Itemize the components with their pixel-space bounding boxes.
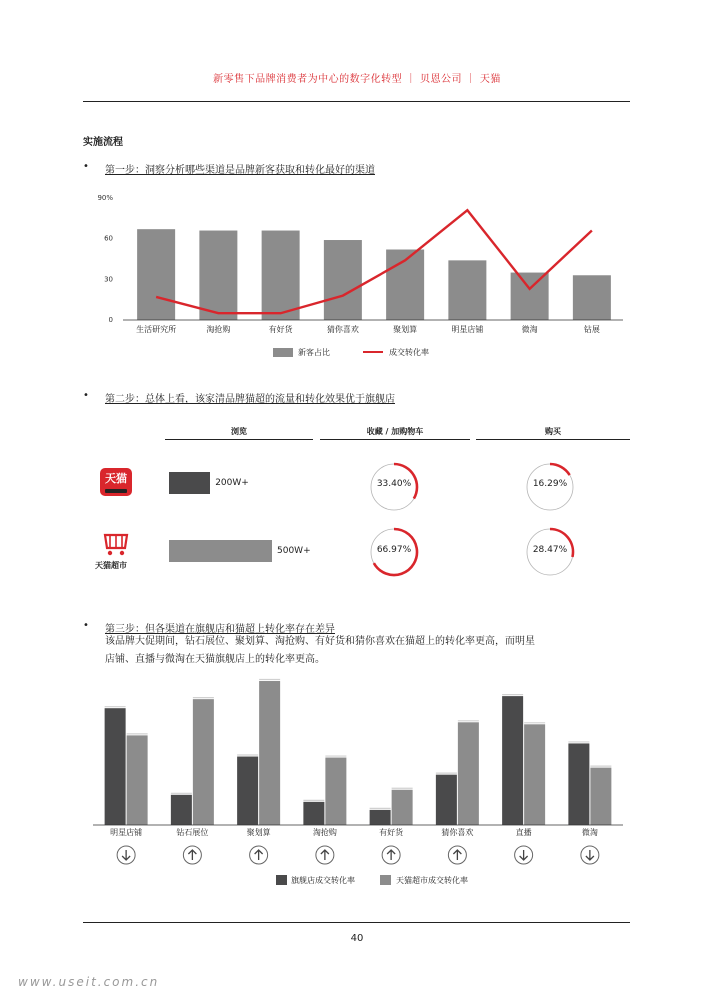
chart1-ytick: 60: [104, 234, 113, 243]
chart3-bar: [370, 810, 391, 825]
chart1-bar: [573, 275, 611, 320]
chart1-ytick: 90%: [97, 194, 113, 202]
tmall-logo-stripe: [105, 489, 127, 493]
chart1-svg: [83, 185, 630, 370]
col-head-buy: 购买: [545, 427, 561, 436]
watermark: www.useit.com.cn: [18, 975, 160, 989]
chart3-category: 淘抢购: [312, 828, 337, 837]
chart3-bar: [105, 708, 126, 825]
chart1-bar: [324, 240, 362, 320]
chart3-bar: [303, 802, 324, 825]
chart3-legend-label: 天猫超市成交转化率: [396, 876, 468, 885]
fav-rate-label-tmall: 33.40%: [376, 479, 412, 489]
col-head-fav: 收藏 / 加购物车: [366, 427, 424, 436]
chart1-category: 微淘: [521, 325, 538, 334]
step1-text: 第一步：洞察分析哪些渠道是品牌新客获取和转化最好的渠道: [105, 165, 375, 176]
chart3-bar: [325, 758, 346, 825]
traffic-label-tmall-super: 500W+: [277, 546, 311, 556]
chart3-category: 钻石展位: [176, 828, 209, 837]
chart1-legend-label: 新客占比: [298, 348, 330, 357]
footer-rule: [83, 922, 630, 923]
chart1-ytick: 0: [108, 316, 113, 324]
header-rule: [83, 101, 630, 102]
col-head-browse: 浏览: [231, 427, 247, 436]
chart1-legend-swatch-bar: [273, 348, 293, 357]
chart3-legend-label: 旗舰店成交转化率: [291, 876, 355, 885]
chart1-category: 聚划算: [393, 325, 418, 334]
tmall-super-cart-icon: [102, 531, 130, 557]
chart1-bar: [262, 231, 300, 320]
chart3-legend-swatch: [380, 875, 391, 885]
chart1-bar: [448, 260, 486, 320]
chart1-category: 淘抢购: [206, 325, 231, 334]
chart3-category: 猜你喜欢: [441, 828, 474, 837]
chart3-category: 直播: [515, 828, 532, 837]
page-header-title: 新零售下品牌消费者为中心的数字化转型 ｜ 贝恩公司 ｜ 天猫: [213, 74, 501, 85]
chart1-category: 有好货: [268, 325, 293, 334]
step1-bullet: •: [83, 161, 89, 172]
fav-rate-label-tmall-super: 66.97%: [376, 545, 412, 555]
chart3-bar: [458, 722, 479, 825]
chart3-bar: [237, 757, 258, 825]
col-rule-fav: [320, 439, 470, 440]
chart3-category: 聚划算: [246, 828, 271, 837]
chart1-ytick: 30: [104, 275, 113, 284]
chart1-category: 猜你喜欢: [326, 325, 359, 334]
chart1-bar: [511, 273, 549, 320]
page-number: 40: [350, 933, 364, 944]
step2-heading: [83, 390, 395, 405]
chart3-bar: [127, 735, 148, 825]
chart3-bar: [171, 795, 192, 825]
col-rule-browse: [165, 439, 313, 440]
buy-rate-label-tmall-super: 28.47%: [532, 545, 568, 555]
step2-text: 第二步：总体上看，该家清品牌猫超的流量和转化效果优于旗舰店: [105, 394, 395, 405]
chart3-bar: [590, 768, 611, 825]
section-title: 实施流程: [83, 137, 123, 148]
chart3-category: 有好货: [379, 828, 404, 837]
chart3-category: 微淘: [581, 828, 598, 837]
chart3-bar: [193, 699, 214, 825]
traffic-label-tmall: 200W+: [215, 478, 249, 488]
traffic-bar-tmall-super: [169, 540, 272, 562]
tmall-super-label: 天猫超市: [95, 561, 127, 570]
chart1-bar: [199, 231, 237, 320]
ring-progress-arc: [550, 464, 570, 475]
chart3-bar: [259, 681, 280, 825]
chart3-bar: [392, 790, 413, 825]
tmall-logo-text: 天猫: [105, 472, 127, 485]
step1-heading: [83, 161, 375, 176]
col-rule-buy: [476, 439, 630, 440]
step3-text: 第三步：但各渠道在旗舰店和猫超上转化率存在差异: [105, 624, 335, 635]
chart3-bar: [568, 743, 589, 825]
chart1-category: 明星店铺: [451, 325, 484, 334]
traffic-bar-tmall: [169, 472, 210, 494]
chart1-bar: [137, 229, 175, 320]
step3-body-line2: 店铺、直播与微淘在天猫旗舰店上的转化率更高。: [105, 654, 325, 665]
buy-rate-label-tmall: 16.29%: [532, 479, 568, 489]
chart3-svg: [83, 675, 630, 895]
chart3-bar: [502, 696, 523, 825]
chart3-legend-swatch: [276, 875, 287, 885]
chart1-category: 生活研究所: [136, 325, 177, 334]
step3-body-line1: 该品牌大促期间，钻石展位、聚划算、淘抢购、有好货和猜你喜欢在猫超上的转化率更高，而明星: [105, 636, 535, 647]
chart3-bar: [436, 775, 457, 825]
step3-bullet: •: [83, 620, 89, 631]
chart3-bar: [524, 724, 545, 825]
step2-bullet: •: [83, 390, 89, 401]
tmall-logo-icon: [100, 468, 132, 496]
chart3-category: 明星店铺: [110, 828, 143, 837]
chart1-category: 钻展: [583, 325, 600, 334]
chart1-legend-label: 成交转化率: [389, 348, 429, 357]
